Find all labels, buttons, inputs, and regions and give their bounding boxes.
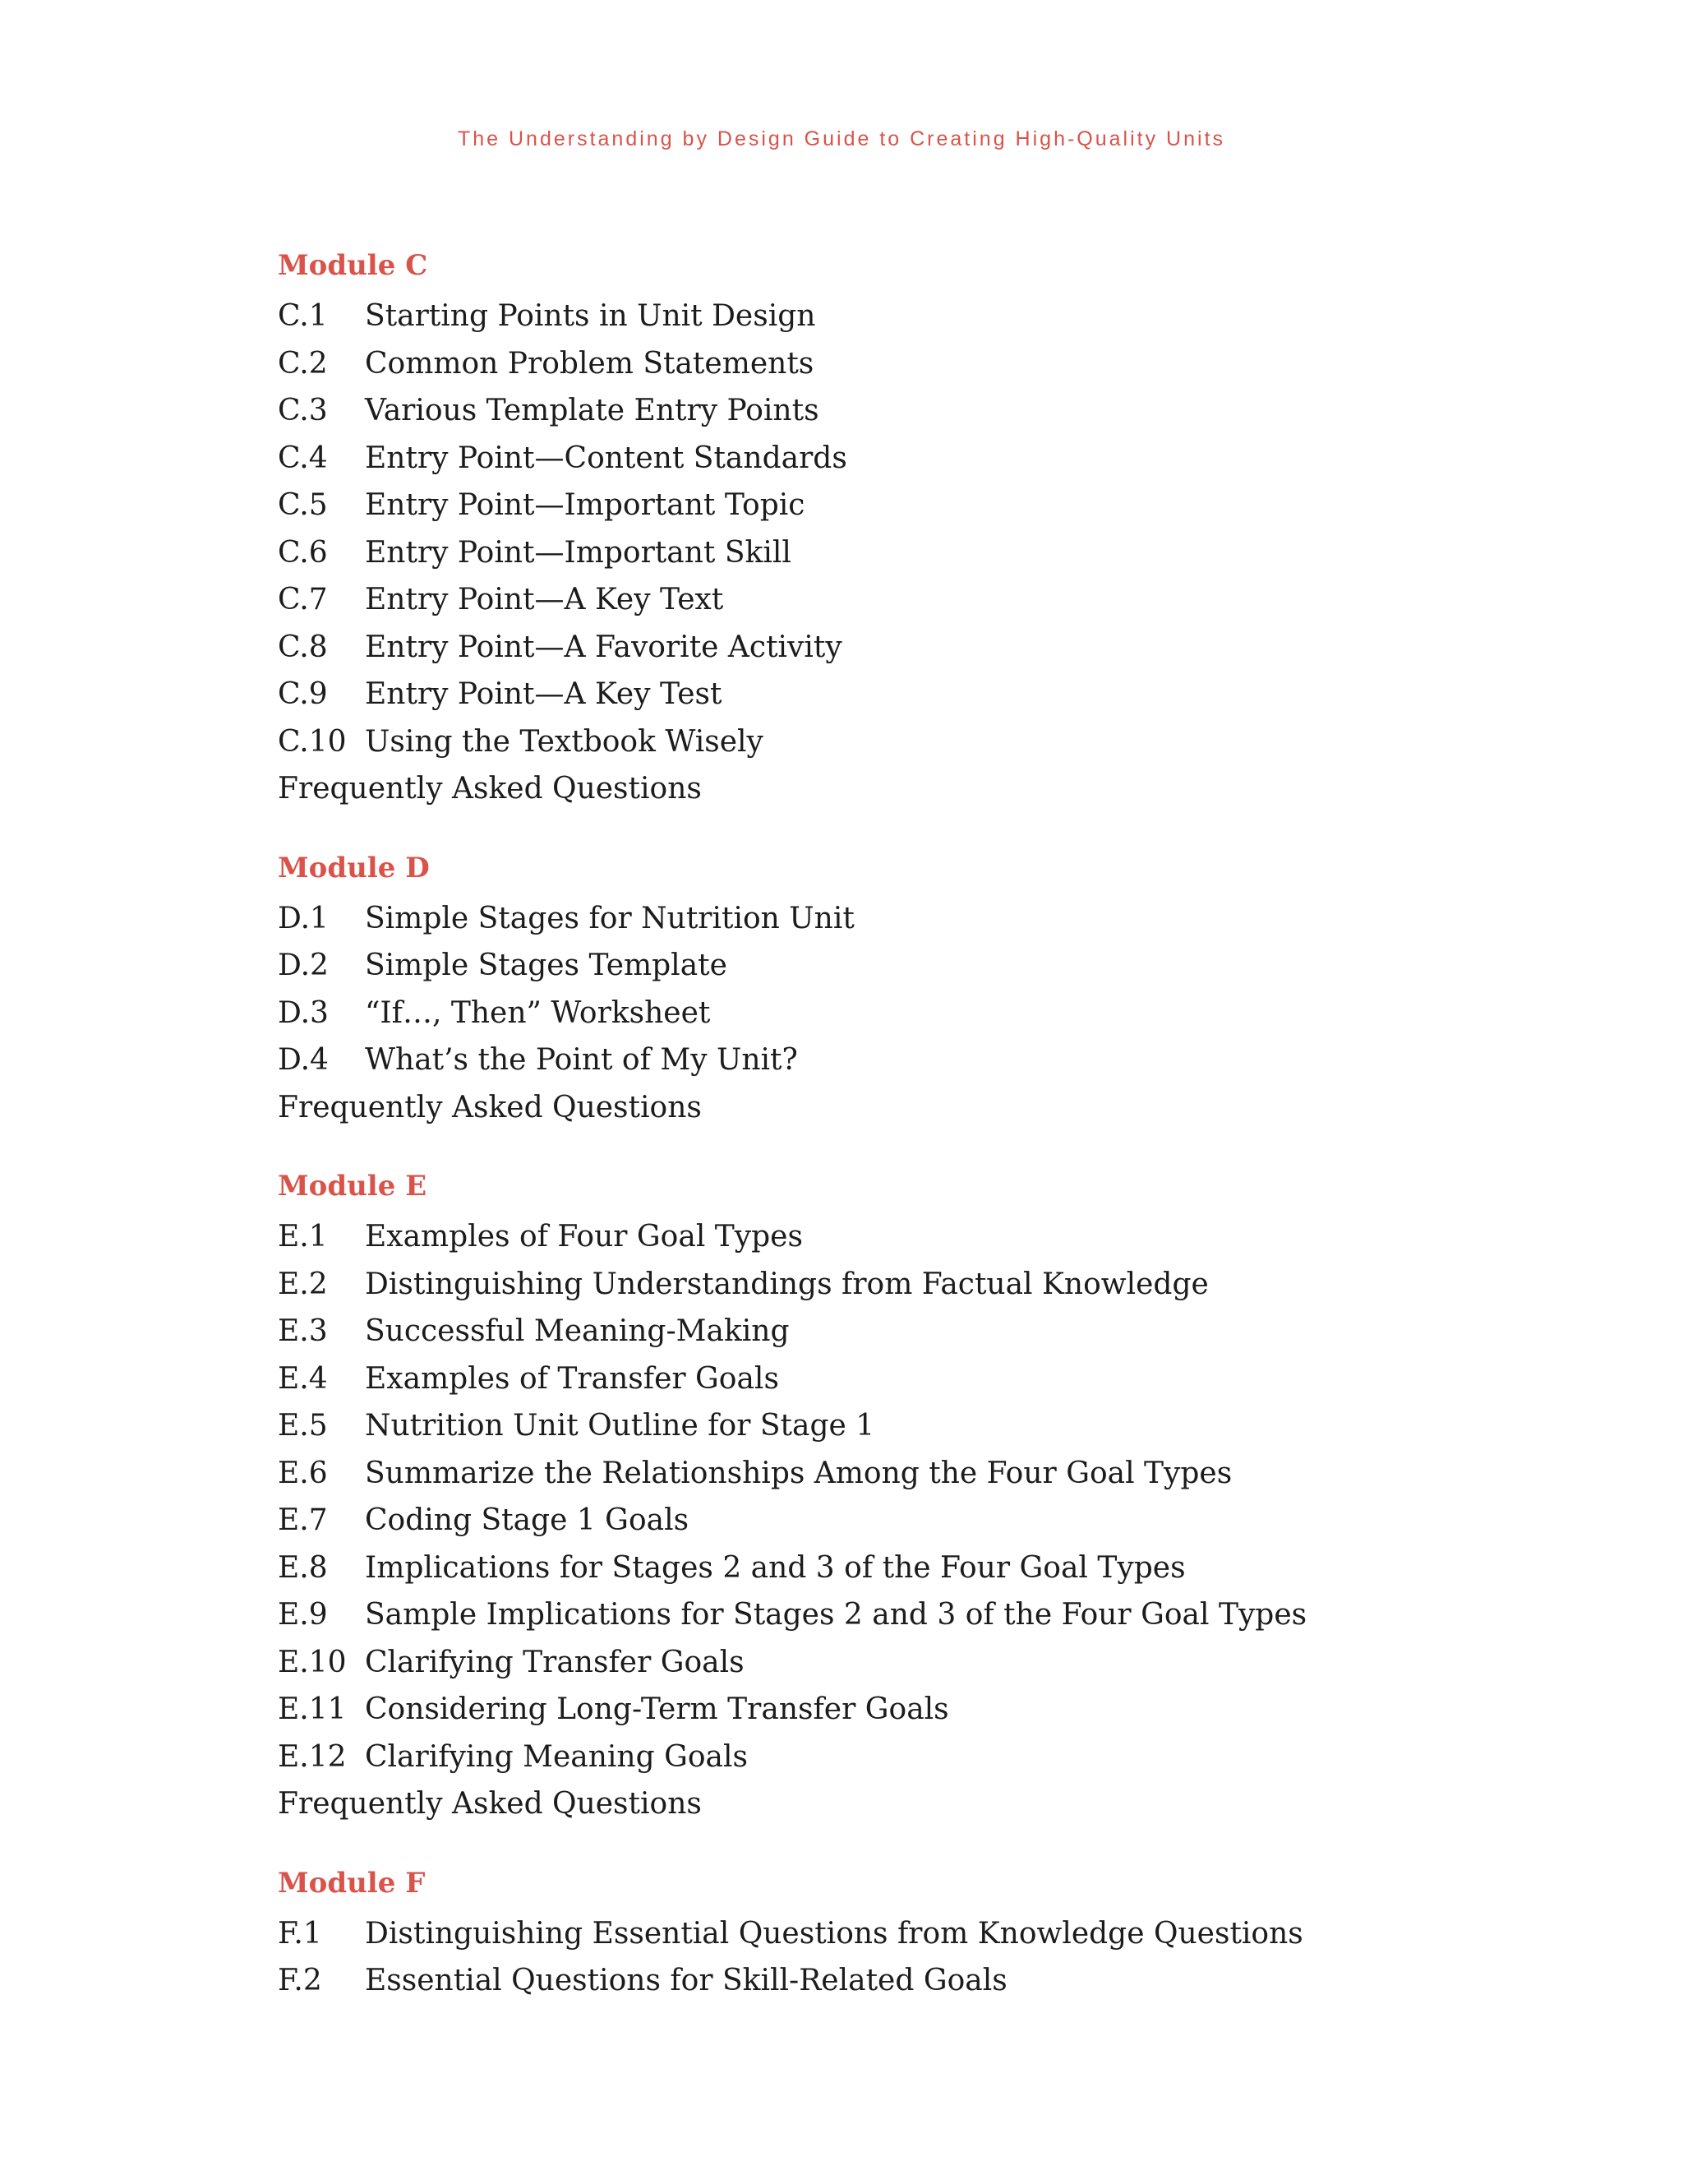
entry-number: E.4 xyxy=(278,1361,328,1396)
entry-title: Simple Stages for Nutrition Unit xyxy=(365,901,855,935)
toc-entry xyxy=(278,942,1560,990)
entry-number: C.8 xyxy=(278,630,328,664)
module-d-section xyxy=(278,841,1560,1132)
entry-number: D.2 xyxy=(278,949,329,982)
entry-number: E.9 xyxy=(278,1598,328,1632)
entry-title: Distinguishing Understandings from Factual Knowledge xyxy=(365,1267,1209,1301)
entry-title: Implications for Stages 2 and 3 of the Four Goal Types xyxy=(365,1550,1186,1585)
toc-entry xyxy=(278,1450,1560,1498)
entry-number: E.5 xyxy=(278,1409,328,1443)
entry-number: E.3 xyxy=(278,1314,328,1348)
toc-entry xyxy=(278,387,1560,435)
entry-number: C.7 xyxy=(278,583,328,616)
toc-entry xyxy=(278,1497,1560,1544)
toc-entry xyxy=(278,1734,1560,1781)
toc-entry xyxy=(278,1544,1560,1592)
faq-entry: Frequently Asked Questions xyxy=(278,1090,702,1124)
toc-entry xyxy=(278,1213,1560,1261)
entry-number: F.1 xyxy=(278,1916,322,1951)
toc-entry xyxy=(278,671,1560,718)
entry-title: Successful Meaning-Making xyxy=(365,1314,790,1348)
toc-entry xyxy=(278,1355,1560,1403)
entry-number: E.10 xyxy=(278,1645,347,1679)
toc-entry xyxy=(278,529,1560,577)
entry-title: Examples of Four Goal Types xyxy=(365,1220,803,1254)
entry-title: Essential Questions for Skill-Related Goals xyxy=(365,1964,1007,1997)
entry-number: F.2 xyxy=(278,1964,322,1997)
toc-entry xyxy=(278,340,1560,388)
toc-entry xyxy=(278,718,1560,766)
entry-title: Distinguishing Essential Questions from Knowledge Questions xyxy=(365,1916,1303,1951)
entry-number: E.8 xyxy=(278,1550,328,1585)
module-f-section xyxy=(278,1856,1560,2005)
entry-number: E.1 xyxy=(278,1220,328,1254)
entry-number: D.4 xyxy=(278,1043,329,1077)
entry-title: Common Problem Statements xyxy=(365,346,814,381)
entry-title: Clarifying Meaning Goals xyxy=(365,1739,748,1774)
toc-entry xyxy=(278,990,1560,1037)
faq-entry: Frequently Asked Questions xyxy=(278,772,702,806)
table-of-contents xyxy=(278,238,1560,2033)
entry-number: D.3 xyxy=(278,995,329,1030)
toc-entry xyxy=(278,293,1560,340)
entry-title: Various Template Entry Points xyxy=(365,394,819,427)
module-title: Module D xyxy=(278,851,430,884)
entry-number: C.2 xyxy=(278,346,328,381)
entry-title: Entry Point—Important Skill xyxy=(365,535,791,570)
module-c-section xyxy=(278,238,1560,813)
entry-title: Examples of Transfer Goals xyxy=(365,1361,779,1396)
entry-title: Summarize the Relationships Among the Four Goal Types xyxy=(365,1456,1233,1490)
entry-number: C.6 xyxy=(278,535,328,570)
entry-title: What’s the Point of My Unit? xyxy=(365,1043,798,1077)
entry-number: E.12 xyxy=(278,1739,347,1774)
toc-entry xyxy=(278,1639,1560,1687)
entry-number: E.7 xyxy=(278,1503,328,1537)
entry-number: E.6 xyxy=(278,1456,328,1490)
entry-title: Entry Point—A Favorite Activity xyxy=(365,630,842,664)
toc-entry xyxy=(278,1591,1560,1639)
toc-entry xyxy=(278,1957,1560,2005)
entry-title: Entry Point—A Key Text xyxy=(365,583,724,616)
entry-title: Considering Long-Term Transfer Goals xyxy=(365,1692,949,1726)
toc-entry xyxy=(278,1308,1560,1355)
entry-title: Entry Point—Content Standards xyxy=(365,441,847,475)
entry-number: C.5 xyxy=(278,488,328,522)
toc-entry xyxy=(278,482,1560,529)
toc-entry xyxy=(278,895,1560,943)
toc-entry xyxy=(278,576,1560,624)
toc-entry xyxy=(278,624,1560,672)
entry-number: C.10 xyxy=(278,724,347,759)
entry-title: Entry Point—Important Topic xyxy=(365,488,805,522)
toc-entry xyxy=(278,1037,1560,1084)
entry-number: E.2 xyxy=(278,1267,328,1301)
entry-number: C.3 xyxy=(278,394,328,427)
entry-number: C.4 xyxy=(278,441,328,475)
entry-number: D.1 xyxy=(278,901,329,935)
module-e-section xyxy=(278,1159,1560,1828)
module-title: Module E xyxy=(278,1170,427,1203)
entry-title: Using the Textbook Wisely xyxy=(365,724,763,759)
entry-title: Nutrition Unit Outline for Stage 1 xyxy=(365,1409,875,1443)
entry-number: C.1 xyxy=(278,299,328,333)
entry-number: C.9 xyxy=(278,677,328,711)
entry-title: Starting Points in Unit Design xyxy=(365,299,816,333)
toc-entry xyxy=(278,1910,1560,1958)
entry-title: Entry Point—A Key Test xyxy=(365,677,722,711)
entry-title: Coding Stage 1 Goals xyxy=(365,1503,689,1537)
faq-entry: Frequently Asked Questions xyxy=(278,1787,702,1821)
entry-title: Sample Implications for Stages 2 and 3 of the Four Goal Types xyxy=(365,1598,1307,1632)
module-title: Module F xyxy=(278,1866,426,1900)
entry-title: Clarifying Transfer Goals xyxy=(365,1645,745,1679)
entry-title: “If…, Then” Worksheet xyxy=(365,995,711,1030)
running-header: The Understanding by Design Guide to Creating High-Quality Units xyxy=(457,127,1226,150)
toc-entry xyxy=(278,1686,1560,1734)
toc-entry xyxy=(278,1402,1560,1450)
toc-entry xyxy=(278,1261,1560,1309)
entry-number: E.11 xyxy=(278,1692,347,1726)
entry-title: Simple Stages Template xyxy=(365,949,727,982)
toc-entry xyxy=(278,435,1560,483)
module-title: Module C xyxy=(278,249,428,282)
